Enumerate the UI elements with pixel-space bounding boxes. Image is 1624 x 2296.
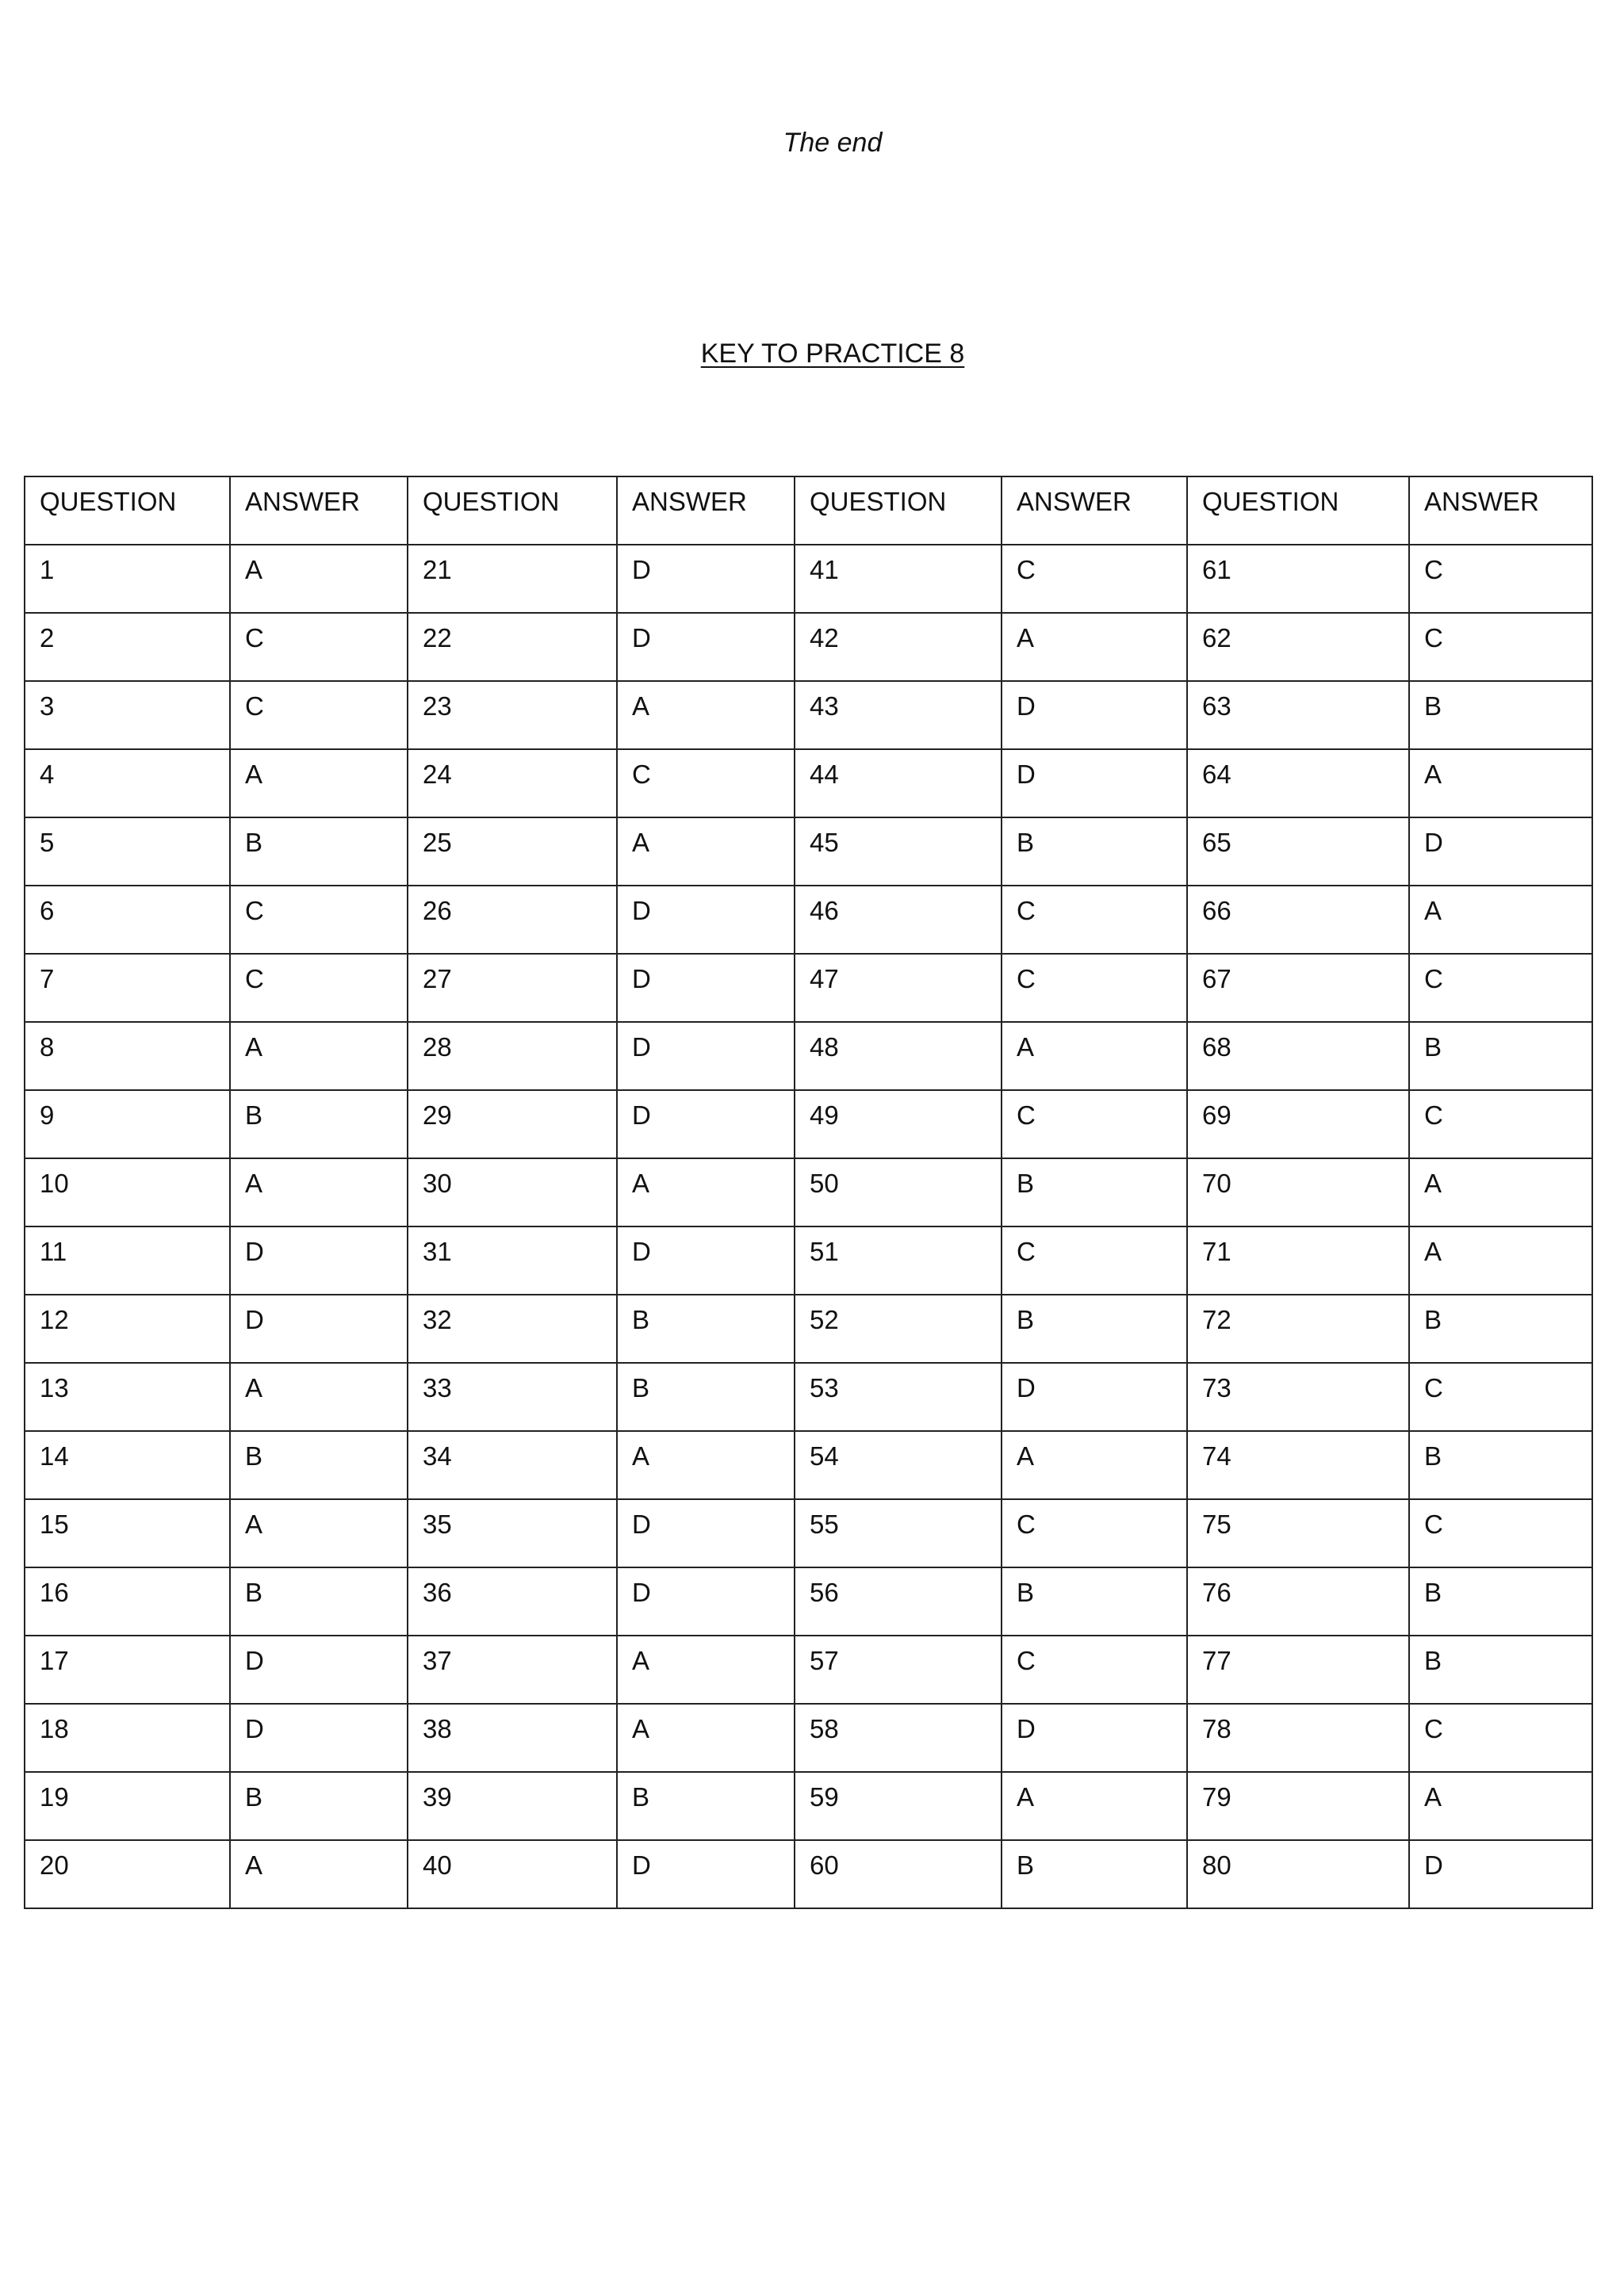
answer-cell: C <box>1002 1226 1187 1295</box>
answer-cell: D <box>1002 1363 1187 1431</box>
answer-cell: C <box>230 613 408 681</box>
table-row <box>25 1022 1592 1090</box>
answer-cell: A <box>1002 1772 1187 1840</box>
answer-cell: D <box>230 1636 408 1704</box>
answer-cell: A <box>617 1636 795 1704</box>
answer-cell: B <box>1002 1567 1187 1636</box>
answer-cell: B <box>617 1363 795 1431</box>
question-number-cell: 68 <box>1187 1022 1409 1090</box>
question-number-cell: 40 <box>408 1840 617 1908</box>
question-number-cell: 8 <box>25 1022 230 1090</box>
question-number-cell: 74 <box>1187 1431 1409 1499</box>
question-number-cell: 10 <box>25 1158 230 1226</box>
header-cell: QUESTION <box>408 476 617 545</box>
answer-cell: C <box>1409 1704 1592 1772</box>
question-number-cell: 5 <box>25 817 230 886</box>
question-number-cell: 2 <box>25 613 230 681</box>
answer-cell: B <box>617 1295 795 1363</box>
question-number-cell: 59 <box>795 1772 1002 1840</box>
question-number-cell: 76 <box>1187 1567 1409 1636</box>
question-number-cell: 45 <box>795 817 1002 886</box>
answer-cell: A <box>1409 886 1592 954</box>
question-number-cell: 6 <box>25 886 230 954</box>
table-row <box>25 886 1592 954</box>
answer-cell: A <box>617 681 795 749</box>
question-number-cell: 61 <box>1187 545 1409 613</box>
table-row <box>25 545 1592 613</box>
table-row <box>25 749 1592 817</box>
answer-cell: C <box>1409 954 1592 1022</box>
table-row <box>25 681 1592 749</box>
answer-cell: D <box>230 1295 408 1363</box>
answer-cell: D <box>617 1567 795 1636</box>
answer-cell: B <box>1409 1567 1592 1636</box>
header-cell: QUESTION <box>25 476 230 545</box>
answer-cell: D <box>617 1090 795 1158</box>
table-row <box>25 954 1592 1022</box>
answer-cell: A <box>1409 749 1592 817</box>
answer-cell: D <box>617 1226 795 1295</box>
answer-cell: B <box>230 1431 408 1499</box>
answer-cell: D <box>617 1499 795 1567</box>
question-number-cell: 12 <box>25 1295 230 1363</box>
question-number-cell: 71 <box>1187 1226 1409 1295</box>
answer-cell: B <box>1409 681 1592 749</box>
answer-cell: B <box>1002 1840 1187 1908</box>
question-number-cell: 1 <box>25 545 230 613</box>
question-number-cell: 41 <box>795 545 1002 613</box>
question-number-cell: 53 <box>795 1363 1002 1431</box>
answer-cell: C <box>1002 886 1187 954</box>
question-number-cell: 69 <box>1187 1090 1409 1158</box>
question-number-cell: 66 <box>1187 886 1409 954</box>
answer-cell: A <box>1002 613 1187 681</box>
answer-cell: B <box>230 1772 408 1840</box>
question-number-cell: 48 <box>795 1022 1002 1090</box>
answer-cell: B <box>1409 1022 1592 1090</box>
answer-cell: A <box>1409 1158 1592 1226</box>
question-number-cell: 18 <box>25 1704 230 1772</box>
answer-cell: B <box>1409 1431 1592 1499</box>
answer-cell: A <box>230 1022 408 1090</box>
table-row <box>25 1431 1592 1499</box>
table-row <box>25 1090 1592 1158</box>
question-number-cell: 58 <box>795 1704 1002 1772</box>
question-number-cell: 30 <box>408 1158 617 1226</box>
answer-cell: A <box>617 1431 795 1499</box>
question-number-cell: 62 <box>1187 613 1409 681</box>
answer-cell: D <box>617 954 795 1022</box>
question-number-cell: 15 <box>25 1499 230 1567</box>
question-number-cell: 25 <box>408 817 617 886</box>
closing-text: The end <box>783 128 883 158</box>
answer-key-body <box>25 476 1592 1908</box>
question-number-cell: 51 <box>795 1226 1002 1295</box>
answer-cell: A <box>1002 1022 1187 1090</box>
answer-cell: D <box>617 613 795 681</box>
question-number-cell: 4 <box>25 749 230 817</box>
header-cell: ANSWER <box>1002 476 1187 545</box>
table-row <box>25 1636 1592 1704</box>
question-number-cell: 50 <box>795 1158 1002 1226</box>
question-number-cell: 77 <box>1187 1636 1409 1704</box>
table-header-row <box>25 476 1592 545</box>
question-number-cell: 29 <box>408 1090 617 1158</box>
answer-cell: C <box>1409 1499 1592 1567</box>
answer-cell: D <box>617 545 795 613</box>
answer-cell: C <box>1002 1499 1187 1567</box>
question-number-cell: 7 <box>25 954 230 1022</box>
question-number-cell: 38 <box>408 1704 617 1772</box>
answer-cell: C <box>1002 1636 1187 1704</box>
table-row <box>25 1772 1592 1840</box>
answer-cell: D <box>1002 681 1187 749</box>
answer-cell: A <box>230 1158 408 1226</box>
answer-cell: C <box>1409 613 1592 681</box>
question-number-cell: 3 <box>25 681 230 749</box>
answer-cell: D <box>617 1022 795 1090</box>
question-number-cell: 31 <box>408 1226 617 1295</box>
question-number-cell: 80 <box>1187 1840 1409 1908</box>
question-number-cell: 43 <box>795 681 1002 749</box>
answer-cell: A <box>230 749 408 817</box>
question-number-cell: 37 <box>408 1636 617 1704</box>
header-cell: QUESTION <box>795 476 1002 545</box>
question-number-cell: 28 <box>408 1022 617 1090</box>
table-row <box>25 817 1592 886</box>
question-number-cell: 20 <box>25 1840 230 1908</box>
question-number-cell: 35 <box>408 1499 617 1567</box>
answer-cell: A <box>1002 1431 1187 1499</box>
question-number-cell: 32 <box>408 1295 617 1363</box>
answer-cell: C <box>1409 1090 1592 1158</box>
question-number-cell: 23 <box>408 681 617 749</box>
table-row <box>25 1363 1592 1431</box>
table-row <box>25 1840 1592 1908</box>
answer-cell: B <box>230 1567 408 1636</box>
answer-cell: D <box>1409 817 1592 886</box>
table-row <box>25 1158 1592 1226</box>
header-cell: ANSWER <box>1409 476 1592 545</box>
answer-cell: A <box>230 1363 408 1431</box>
answer-cell: D <box>230 1226 408 1295</box>
table-row <box>25 613 1592 681</box>
answer-cell: B <box>1002 817 1187 886</box>
answer-cell: C <box>1002 545 1187 613</box>
table-row <box>25 1226 1592 1295</box>
answer-cell: A <box>617 1158 795 1226</box>
question-number-cell: 21 <box>408 545 617 613</box>
answer-cell: C <box>230 954 408 1022</box>
answer-cell: D <box>617 1840 795 1908</box>
question-number-cell: 65 <box>1187 817 1409 886</box>
answer-cell: C <box>1409 1363 1592 1431</box>
table-row <box>25 1295 1592 1363</box>
question-number-cell: 75 <box>1187 1499 1409 1567</box>
answer-cell: C <box>1002 1090 1187 1158</box>
question-number-cell: 42 <box>795 613 1002 681</box>
table-row <box>25 1567 1592 1636</box>
answer-cell: B <box>1002 1295 1187 1363</box>
question-number-cell: 56 <box>795 1567 1002 1636</box>
answer-cell: D <box>1002 749 1187 817</box>
question-number-cell: 54 <box>795 1431 1002 1499</box>
question-number-cell: 60 <box>795 1840 1002 1908</box>
answer-cell: A <box>1409 1772 1592 1840</box>
question-number-cell: 64 <box>1187 749 1409 817</box>
question-number-cell: 17 <box>25 1636 230 1704</box>
answer-cell: A <box>617 817 795 886</box>
question-number-cell: 47 <box>795 954 1002 1022</box>
answer-key-table <box>24 476 1593 1909</box>
answer-cell: B <box>1409 1295 1592 1363</box>
question-number-cell: 34 <box>408 1431 617 1499</box>
answer-cell: C <box>1409 545 1592 613</box>
answer-cell: D <box>1409 1840 1592 1908</box>
answer-cell: C <box>617 749 795 817</box>
question-number-cell: 46 <box>795 886 1002 954</box>
question-number-cell: 36 <box>408 1567 617 1636</box>
question-number-cell: 78 <box>1187 1704 1409 1772</box>
answer-cell: B <box>1409 1636 1592 1704</box>
question-number-cell: 22 <box>408 613 617 681</box>
question-number-cell: 19 <box>25 1772 230 1840</box>
question-number-cell: 55 <box>795 1499 1002 1567</box>
header-cell: ANSWER <box>230 476 408 545</box>
answer-cell: C <box>230 681 408 749</box>
question-number-cell: 79 <box>1187 1772 1409 1840</box>
question-number-cell: 39 <box>408 1772 617 1840</box>
question-number-cell: 11 <box>25 1226 230 1295</box>
answer-cell: A <box>230 545 408 613</box>
answer-cell: B <box>1002 1158 1187 1226</box>
question-number-cell: 73 <box>1187 1363 1409 1431</box>
question-number-cell: 63 <box>1187 681 1409 749</box>
answer-cell: B <box>230 817 408 886</box>
header-cell: ANSWER <box>617 476 795 545</box>
answer-key-title: KEY TO PRACTICE 8 <box>700 339 965 369</box>
answer-cell: A <box>617 1704 795 1772</box>
question-number-cell: 44 <box>795 749 1002 817</box>
table-row <box>25 1704 1592 1772</box>
question-number-cell: 24 <box>408 749 617 817</box>
question-number-cell: 70 <box>1187 1158 1409 1226</box>
answer-cell: B <box>617 1772 795 1840</box>
question-number-cell: 72 <box>1187 1295 1409 1363</box>
table-row <box>25 1499 1592 1567</box>
question-number-cell: 57 <box>795 1636 1002 1704</box>
question-number-cell: 14 <box>25 1431 230 1499</box>
answer-cell: D <box>1002 1704 1187 1772</box>
question-number-cell: 13 <box>25 1363 230 1431</box>
answer-cell: A <box>230 1499 408 1567</box>
question-number-cell: 52 <box>795 1295 1002 1363</box>
question-number-cell: 49 <box>795 1090 1002 1158</box>
answer-cell: B <box>230 1090 408 1158</box>
question-number-cell: 9 <box>25 1090 230 1158</box>
answer-cell: A <box>230 1840 408 1908</box>
question-number-cell: 33 <box>408 1363 617 1431</box>
answer-cell: C <box>230 886 408 954</box>
question-number-cell: 16 <box>25 1567 230 1636</box>
answer-cell: A <box>1409 1226 1592 1295</box>
question-number-cell: 67 <box>1187 954 1409 1022</box>
answer-cell: C <box>1002 954 1187 1022</box>
answer-cell: D <box>617 886 795 954</box>
question-number-cell: 26 <box>408 886 617 954</box>
header-cell: QUESTION <box>1187 476 1409 545</box>
question-number-cell: 27 <box>408 954 617 1022</box>
answer-cell: D <box>230 1704 408 1772</box>
